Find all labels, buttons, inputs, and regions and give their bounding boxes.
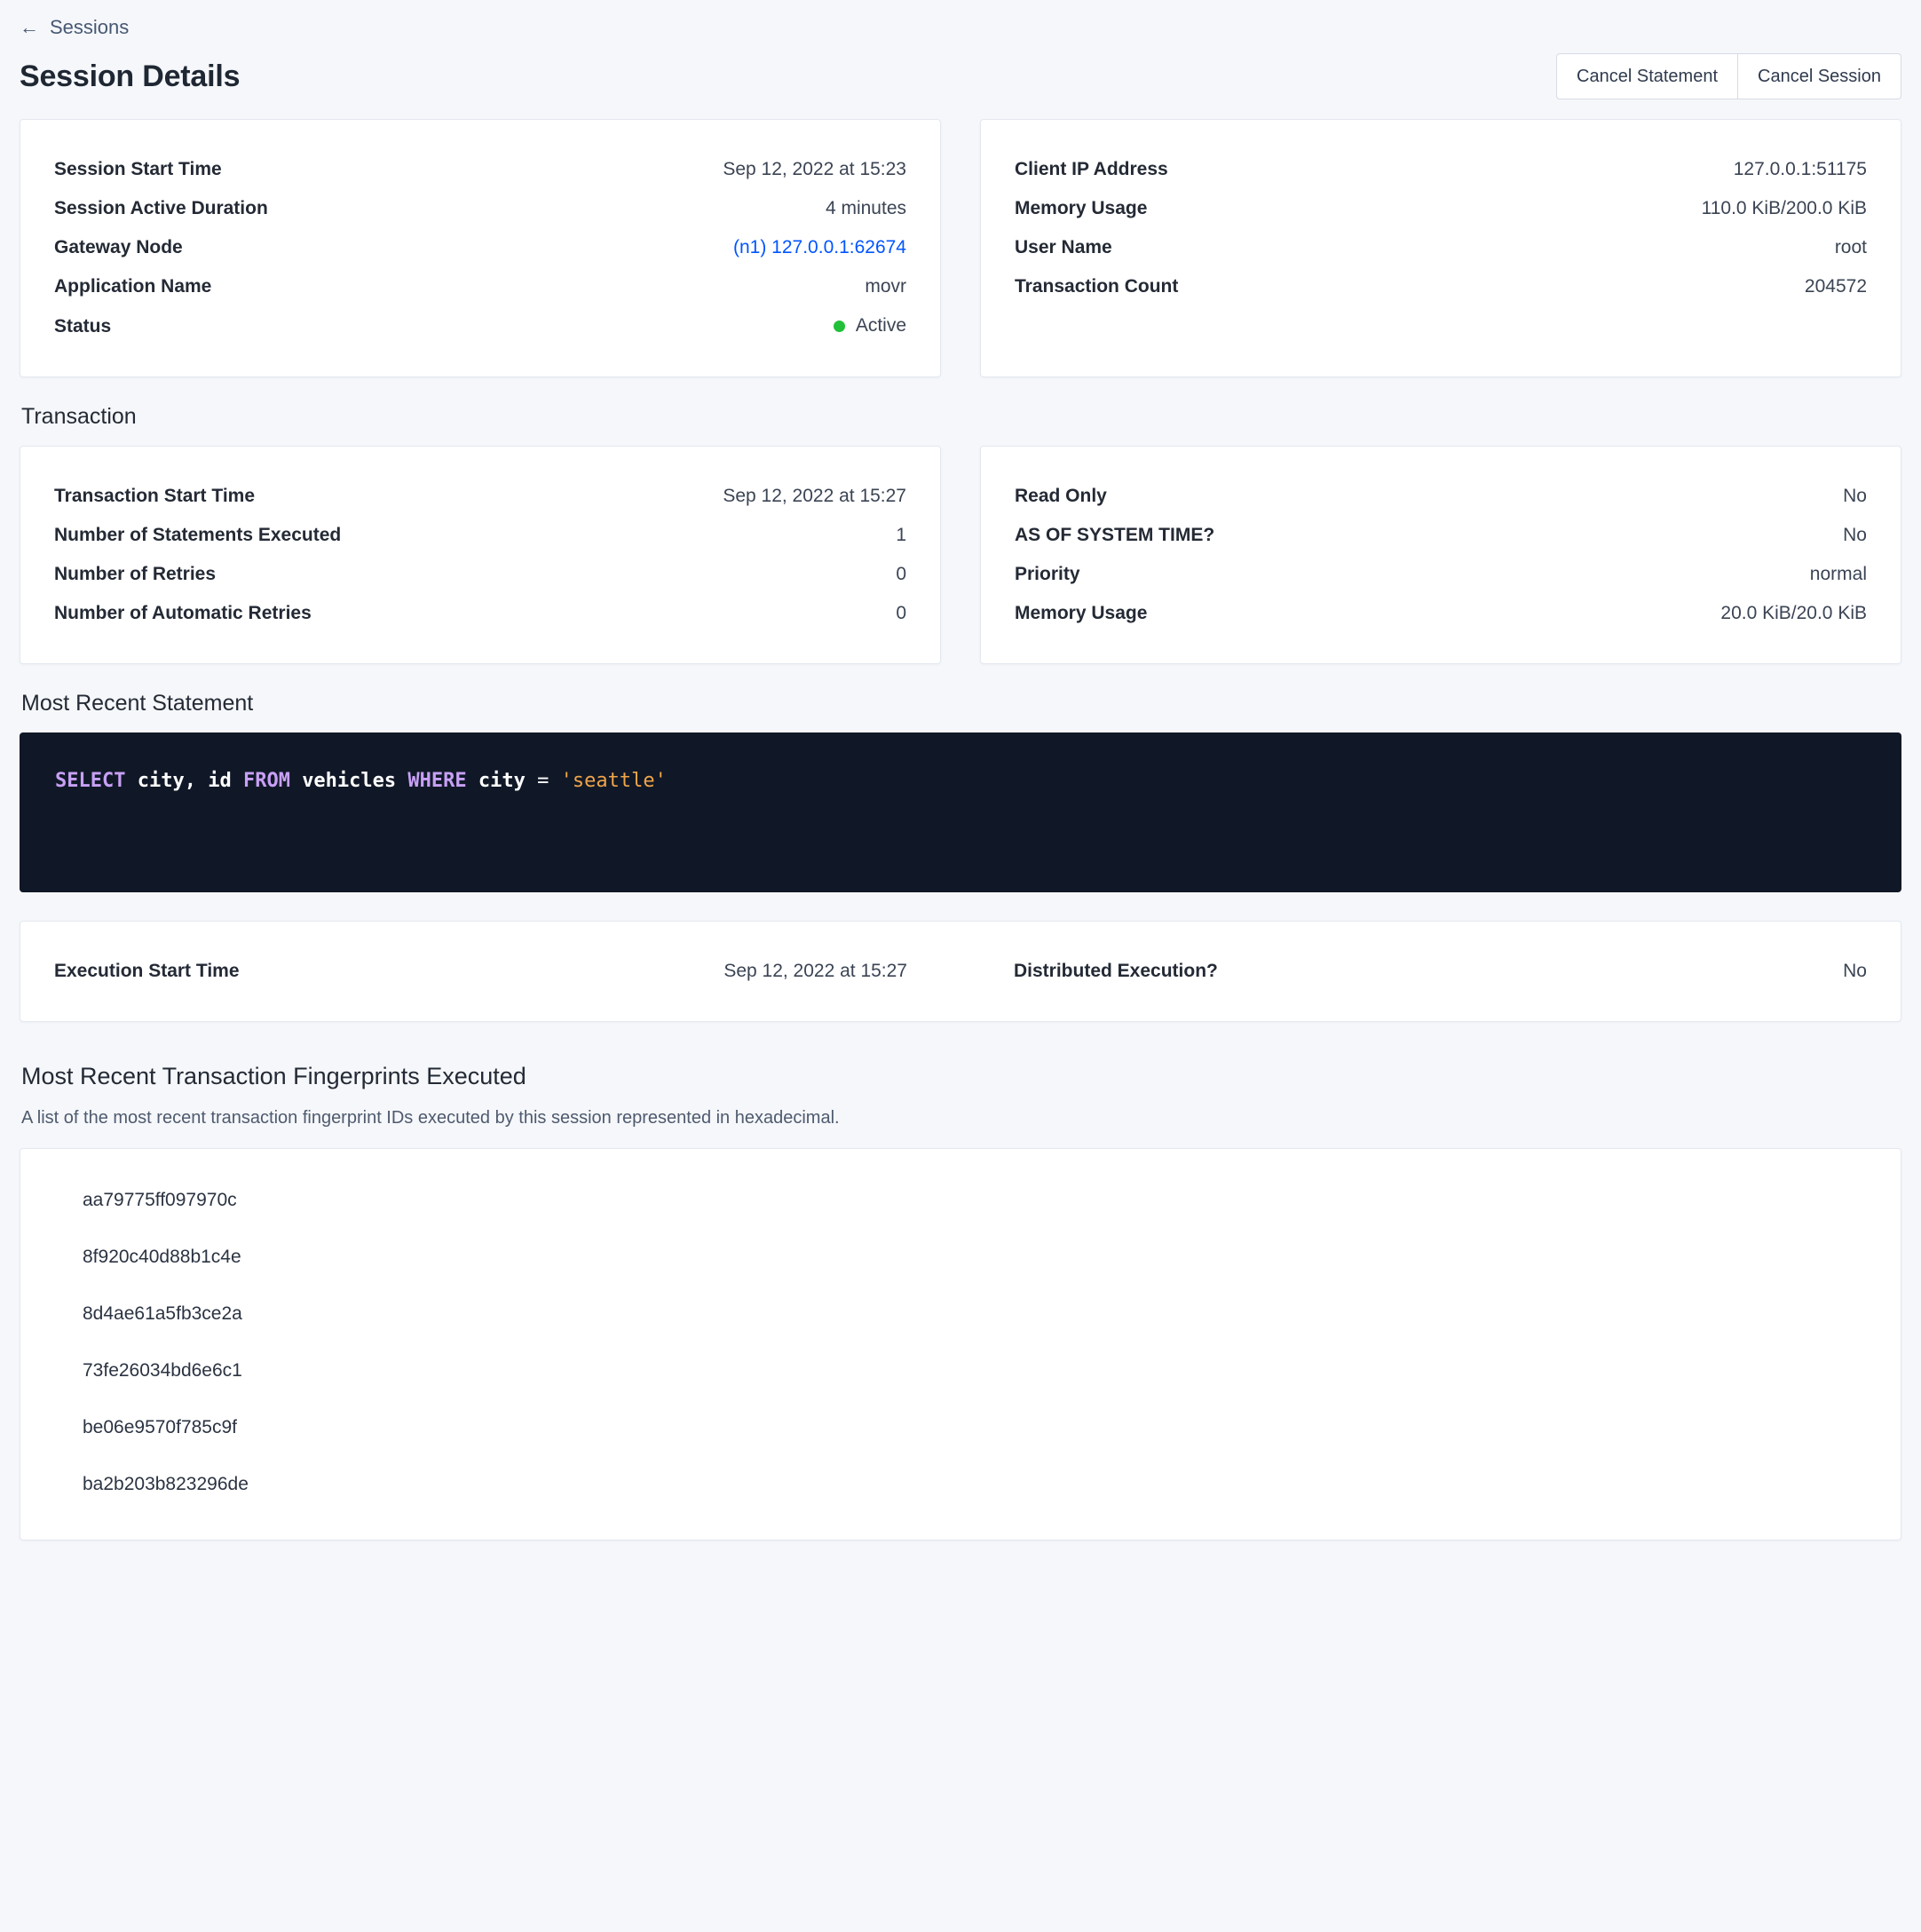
distributed-execution-value: No — [1843, 960, 1867, 981]
session-detail-label: Client IP Address — [1015, 159, 1168, 179]
fingerprints-description: A list of the most recent transaction fingerprint IDs executed by this session represented in hexadecimal. — [21, 1107, 840, 1128]
transaction-card-left — [20, 446, 941, 664]
session-detail-label: Gateway Node — [54, 237, 183, 257]
session-detail-row — [54, 189, 906, 228]
session-detail-value: 204572 — [1804, 276, 1867, 297]
session-left-col — [20, 119, 941, 377]
transaction-detail-value: 0 — [896, 563, 906, 584]
status-dot-icon — [834, 321, 845, 332]
transaction-detail-value: 1 — [896, 524, 906, 545]
sql-token-str: 'seattle' — [560, 769, 667, 792]
arrow-left-icon[interactable]: ← — [20, 16, 39, 38]
session-detail-row — [54, 228, 906, 267]
statement-section-title: Most Recent Statement — [21, 690, 254, 716]
transaction-card-right — [980, 446, 1901, 664]
session-detail-row — [1015, 150, 1867, 189]
sql-token-op — [232, 770, 243, 792]
session-detail-label: Session Start Time — [54, 159, 222, 179]
session-detail-label: Application Name — [54, 276, 212, 297]
session-detail-row — [1015, 189, 1867, 228]
list-item: 8d4ae61a5fb3ce2a — [83, 1303, 242, 1324]
transaction-detail-row — [1015, 555, 1867, 594]
sql-token-id: city, id — [137, 769, 232, 792]
transaction-detail-label: Transaction Start Time — [54, 485, 256, 506]
sql-token-id: city — [478, 769, 526, 792]
list-item: 8f920c40d88b1c4e — [83, 1246, 241, 1267]
transaction-detail-row — [54, 477, 906, 516]
transaction-detail-value: normal — [1809, 563, 1867, 584]
list-item: aa79775ff097970c — [83, 1189, 237, 1210]
sql-token-id: vehicles — [302, 769, 397, 792]
transaction-detail-label: Memory Usage — [1015, 602, 1148, 623]
transaction-detail-row — [1015, 516, 1867, 555]
transaction-detail-label: Read Only — [1015, 485, 1107, 506]
transaction-detail-value: 20.0 KiB/20.0 KiB — [1720, 602, 1867, 623]
execution-start-time-row — [54, 948, 960, 994]
cancel-statement-button[interactable]: Cancel Statement — [1556, 53, 1738, 99]
fingerprints-card — [20, 1148, 1901, 1540]
transaction-detail-label: Number of Statements Executed — [54, 524, 342, 545]
sql-code — [55, 770, 667, 792]
distributed-execution-row — [960, 948, 1867, 994]
session-detail-row — [54, 150, 906, 189]
session-detail-value: movr — [865, 276, 906, 297]
session-detail-label: Status — [54, 315, 112, 337]
breadcrumb-link-sessions[interactable]: Sessions — [50, 16, 130, 38]
status-label: Active — [855, 315, 906, 336]
transaction-detail-row — [1015, 594, 1867, 633]
session-detail-value: 110.0 KiB/200.0 KiB — [1701, 198, 1867, 218]
list-item: 73fe26034bd6e6c1 — [83, 1359, 242, 1381]
header-actions — [1556, 53, 1901, 99]
status-badge — [834, 315, 906, 337]
transaction-left-col — [20, 446, 941, 664]
transaction-row — [20, 446, 1901, 664]
execution-start-time-label: Execution Start Time — [54, 960, 240, 981]
transaction-right-col — [980, 446, 1901, 664]
sql-statement-block — [20, 732, 1901, 892]
session-right-col — [980, 119, 1901, 377]
execution-start-time-value: Sep 12, 2022 at 15:27 — [723, 960, 907, 981]
fingerprints-title: Most Recent Transaction Fingerprints Executed — [21, 1062, 526, 1089]
transaction-detail-label: Number of Automatic Retries — [54, 602, 312, 623]
list-item: be06e9570f785c9f — [83, 1416, 237, 1437]
page-header — [20, 44, 1901, 119]
transaction-detail-value: No — [1843, 524, 1867, 545]
sql-token-kw: WHERE — [407, 769, 467, 792]
transaction-detail-row — [54, 555, 906, 594]
cancel-session-button[interactable]: Cancel Session — [1738, 53, 1901, 99]
page-title: Session Details — [20, 59, 241, 93]
session-details-card-left — [20, 119, 941, 377]
session-summary-row — [20, 119, 1901, 377]
list-item: ba2b203b823296de — [83, 1473, 249, 1494]
session-detail-value: 127.0.0.1:51175 — [1733, 159, 1867, 179]
session-detail-value-link[interactable]: (n1) 127.0.0.1:62674 — [733, 237, 906, 257]
session-detail-value: 4 minutes — [825, 198, 906, 218]
session-detail-label: Memory Usage — [1015, 198, 1148, 218]
transaction-detail-value: No — [1843, 485, 1867, 506]
transaction-detail-label: Priority — [1015, 563, 1080, 584]
session-detail-value: root — [1834, 237, 1867, 257]
execution-card — [20, 921, 1901, 1022]
transaction-detail-value: Sep 12, 2022 at 15:27 — [723, 485, 906, 506]
transaction-detail-row — [54, 516, 906, 555]
session-detail-value: Sep 12, 2022 at 15:23 — [723, 159, 906, 179]
transaction-detail-label: Number of Retries — [54, 563, 217, 584]
sql-token-op — [396, 770, 407, 792]
session-detail-label: User Name — [1015, 237, 1112, 257]
sql-token-op — [290, 770, 302, 792]
transaction-detail-row — [1015, 477, 1867, 516]
session-detail-row — [1015, 228, 1867, 267]
session-detail-row — [1015, 267, 1867, 306]
transaction-detail-value: 0 — [896, 602, 906, 623]
sql-token-op — [467, 770, 478, 792]
sql-token-op — [125, 770, 137, 792]
transaction-detail-row — [54, 594, 906, 633]
transaction-detail-label: AS OF SYSTEM TIME? — [1015, 524, 1215, 545]
session-detail-label: Transaction Count — [1015, 276, 1179, 297]
transaction-section-title: Transaction — [21, 403, 137, 429]
sql-token-op: = — [525, 769, 561, 792]
sql-token-kw: SELECT — [55, 769, 126, 792]
session-detail-row — [54, 267, 906, 306]
distributed-execution-label: Distributed Execution? — [1014, 960, 1218, 981]
session-details-card-right — [980, 119, 1901, 377]
session-detail-row — [54, 306, 906, 346]
breadcrumb — [20, 0, 1901, 44]
session-detail-label: Session Active Duration — [54, 198, 268, 218]
sql-token-kw: FROM — [242, 769, 290, 792]
